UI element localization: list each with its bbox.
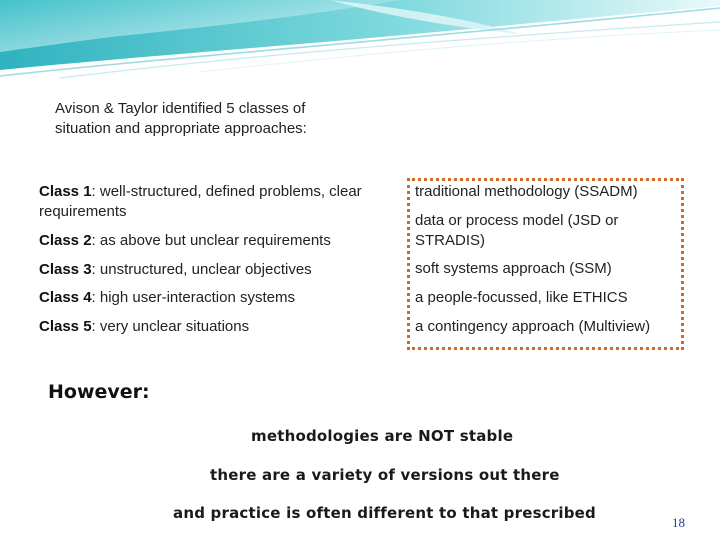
class-4-description: : high user-interaction systems — [91, 289, 295, 306]
point-practice-differs: and practice is often different to that prescribed — [173, 504, 596, 522]
class-5-label: Class 5 — [39, 318, 92, 335]
class-2-description: : as above but unclear requirements — [91, 232, 331, 249]
class-5-row — [39, 317, 394, 337]
class-4-row — [39, 288, 394, 308]
class-1-description: : well-structured, defined problems, clear requirements — [39, 183, 362, 220]
point-variety-of-versions: there are a variety of versions out there — [210, 466, 560, 484]
intro-text: Avison & Taylor identified 5 classes of situation and appropriate approaches: — [55, 100, 307, 137]
approach-1: traditional methodology (SSADM) — [415, 183, 638, 200]
however-heading: However: — [48, 381, 150, 403]
approach-4: a people-focussed, like ETHICS — [415, 289, 628, 306]
class-1-label: Class 1 — [39, 183, 92, 200]
class-2-row — [39, 231, 394, 251]
approach-3: soft systems approach (SSM) — [415, 260, 612, 277]
slide-number: 18 — [672, 515, 685, 530]
class-5-description: : very unclear situations — [91, 318, 250, 335]
approach-2: data or process model (JSD or STRADIS) — [415, 212, 619, 249]
class-2-label: Class 2 — [39, 232, 92, 249]
class-3-description: : unstructured, unclear objectives — [91, 261, 312, 278]
class-1-row — [39, 182, 394, 222]
class-3-row — [39, 260, 394, 280]
class-3-label: Class 3 — [39, 261, 92, 278]
header-wave-decoration — [0, 0, 720, 90]
class-4-label: Class 4 — [39, 289, 92, 306]
point-methodologies-not-stable: methodologies are NOT stable — [251, 427, 514, 445]
approach-5: a contingency approach (Multiview) — [415, 318, 651, 335]
